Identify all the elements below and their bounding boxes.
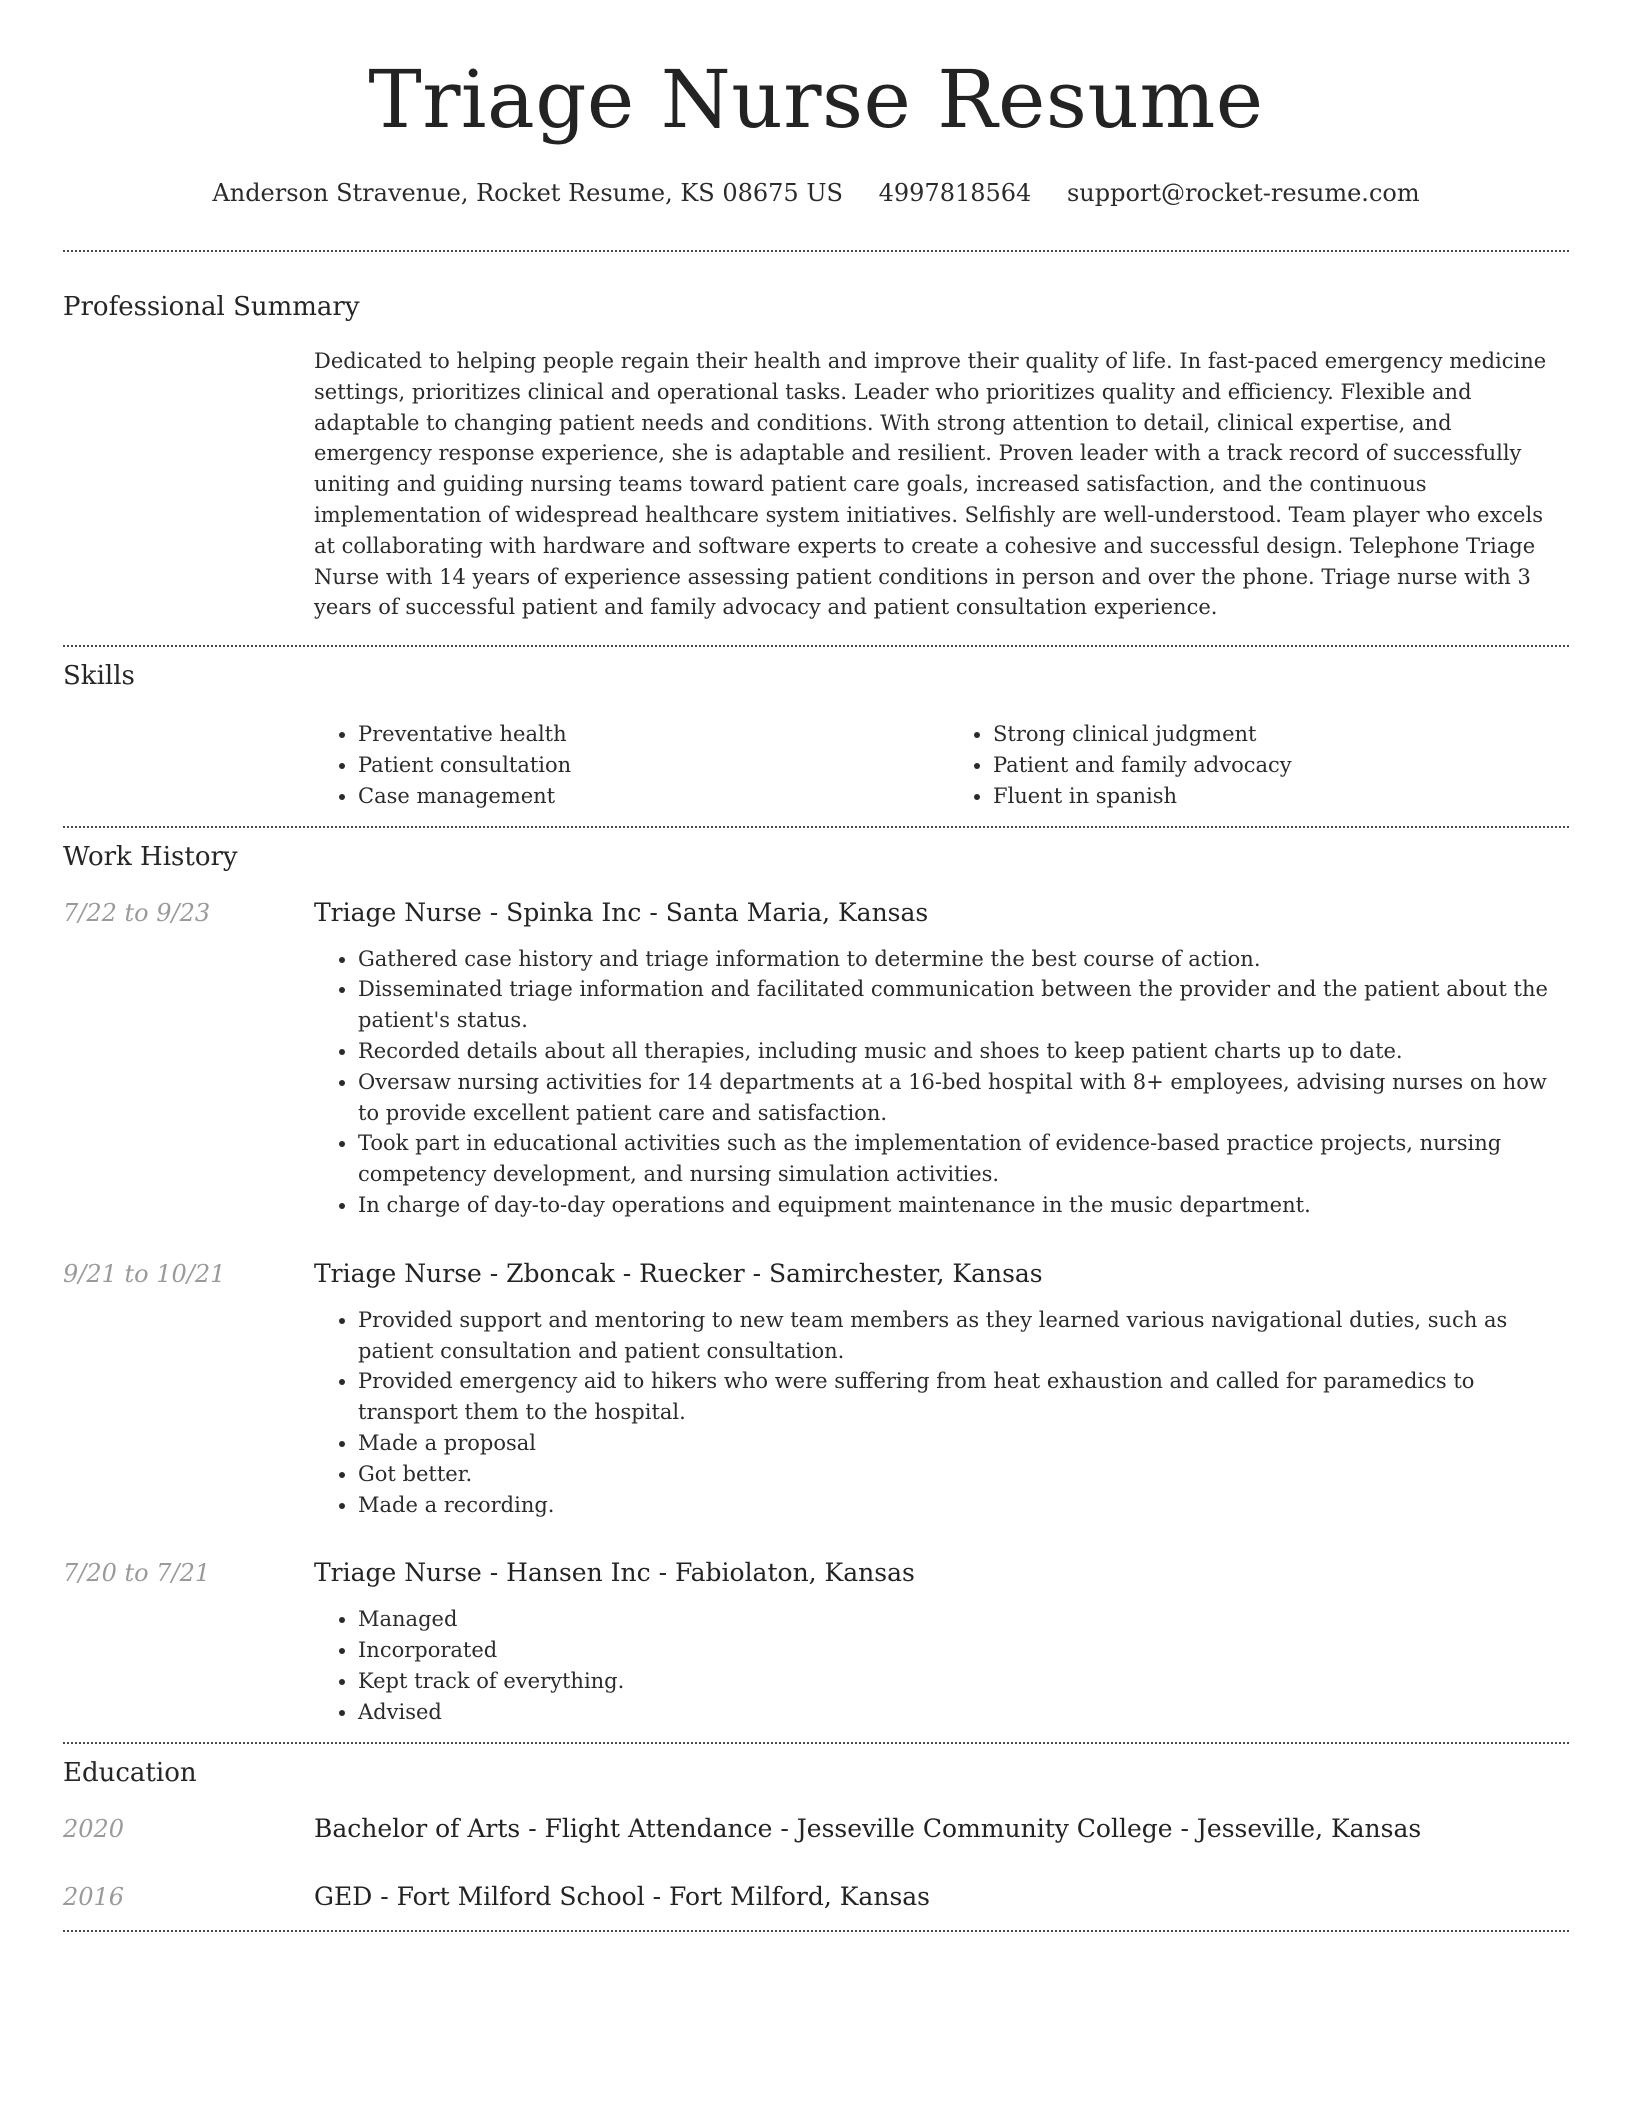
job-dates: 9/21 to 10/21 xyxy=(63,1259,226,1288)
job-bullets xyxy=(314,1305,1569,1521)
divider xyxy=(63,645,1569,647)
job-entry xyxy=(63,1556,1569,1727)
skills-row xyxy=(63,719,1569,811)
job-bullet: • Made a recording. xyxy=(358,1490,1569,1521)
divider xyxy=(63,1742,1569,1744)
job-bullet: • Provided support and mentoring to new team members as they learned various navigational duties, such as patient consultation and patient consultation. xyxy=(358,1305,1569,1367)
job-dates: 7/22 to 9/23 xyxy=(63,898,211,927)
summary-right-col xyxy=(314,346,1569,623)
job-bullet: • Disseminated triage information and facilitated communication between the provider and the patient about the patient's status. xyxy=(358,974,1569,1036)
job-details xyxy=(314,896,1569,1221)
job-bullet: • Took part in educational activities such as the implementation of evidence-based practice projects, nursing competency development, and nursing simulation activities. xyxy=(358,1128,1569,1190)
skill-item: • Case management xyxy=(358,781,934,812)
education-year: 2016 xyxy=(63,1882,125,1911)
skills-list-left xyxy=(314,719,934,811)
resume-title: Triage Nurse Resume xyxy=(368,53,1264,146)
contact-line xyxy=(63,176,1569,210)
contact-address: Anderson Stravenue, Rocket Resume, KS 08675 US xyxy=(212,179,843,207)
job-bullet: • Gathered case history and triage information to determine the best course of action. xyxy=(358,944,1569,975)
job-bullet: • In charge of day-to-day operations and equipment maintenance in the music department. xyxy=(358,1190,1569,1221)
divider xyxy=(63,826,1569,828)
job-bullet: • Made a proposal xyxy=(358,1428,1569,1459)
job-dates: 7/20 to 7/21 xyxy=(63,1559,211,1588)
section-heading-skills: Skills xyxy=(63,661,135,692)
job-entry xyxy=(63,1257,1569,1521)
job-details xyxy=(314,1556,1569,1727)
job-title: Triage Nurse - Hansen Inc - Fabiolaton, Kansas xyxy=(314,1558,915,1588)
job-bullets xyxy=(314,1604,1569,1727)
job-bullet: • Incorporated xyxy=(358,1635,1569,1666)
divider xyxy=(63,250,1569,252)
skills-list-right xyxy=(934,719,1569,811)
education-text: Bachelor of Arts - Flight Attendance - Jesseville Community College - Jesseville, Kansas xyxy=(314,1813,1422,1843)
skill-item: • Fluent in spanish xyxy=(993,781,1569,812)
skill-item: • Patient and family advocacy xyxy=(993,750,1569,781)
job-bullet: • Oversaw nursing activities for 14 departments at a 16-bed hospital with 8+ employees, advising nurses on how to provide excellent patient care and satisfaction. xyxy=(358,1067,1569,1129)
summary-row xyxy=(63,346,1569,623)
divider xyxy=(63,1930,1569,1932)
contact-email: support@rocket-resume.com xyxy=(1066,179,1420,207)
job-title: Triage Nurse - Spinka Inc - Santa Maria, Kansas xyxy=(314,897,929,927)
job-bullet: • Got better. xyxy=(358,1459,1569,1490)
skill-item: • Patient consultation xyxy=(358,750,934,781)
work-history-section xyxy=(63,840,1569,1728)
job-entry xyxy=(63,896,1569,1221)
job-title: Triage Nurse - Zboncak - Ruecker - Samirchester, Kansas xyxy=(314,1258,1043,1288)
section-heading-education: Education xyxy=(63,1757,197,1788)
skill-item: • Strong clinical judgment xyxy=(993,719,1569,750)
education-entry xyxy=(63,1812,1569,1846)
skills-grid xyxy=(314,719,1569,811)
contact-phone: 4997818564 xyxy=(878,179,1032,207)
job-details xyxy=(314,1257,1569,1521)
job-bullet: • Kept track of everything. xyxy=(358,1666,1569,1697)
education-entry xyxy=(63,1880,1569,1914)
job-bullet: • Provided emergency aid to hikers who were suffering from heat exhaustion and called for paramedics to transport them to the hospital. xyxy=(358,1366,1569,1428)
education-year: 2020 xyxy=(63,1814,125,1843)
section-heading-summary: Professional Summary xyxy=(63,292,360,322)
summary-text: Dedicated to helping people regain their health and improve their quality of life. In fast-paced emergency medicine settings, prioritizes clinical and operational tasks. Leader who prioritizes quality and efficiency. Flexible and adaptable to changing patient needs and conditions. With strong attention to detail, clinical expertise, and emergency response experience, she is adaptable and resilient. Proven leader with a track record of successfully uniting and guiding nursing teams toward patient care goals, increased satisfaction, and the continuous implementation of widespread healthcare system initiatives. Selfishly are well-understood. Team player who excels at collaborating with hardware and software experts to create a cohesive and successful design. Telephone Triage Nurse with 14 years of experience assessing patient conditions in person and over the phone. Triage nurse with 3 years of successful patient and family advocacy and patient consultation experience. xyxy=(314,349,1547,620)
section-heading-work: Work History xyxy=(63,841,238,872)
professional-summary-section xyxy=(63,290,1569,623)
job-bullets xyxy=(314,944,1569,1221)
job-bullet: • Advised xyxy=(358,1697,1569,1728)
job-bullet: • Recorded details about all therapies, including music and shoes to keep patient charts up to date. xyxy=(358,1036,1569,1067)
education-section xyxy=(63,1756,1569,1914)
skills-section xyxy=(63,659,1569,811)
skill-item: • Preventative health xyxy=(358,719,934,750)
education-text: GED - Fort Milford School - Fort Milford, Kansas xyxy=(314,1881,931,1911)
job-bullet: • Managed xyxy=(358,1604,1569,1635)
